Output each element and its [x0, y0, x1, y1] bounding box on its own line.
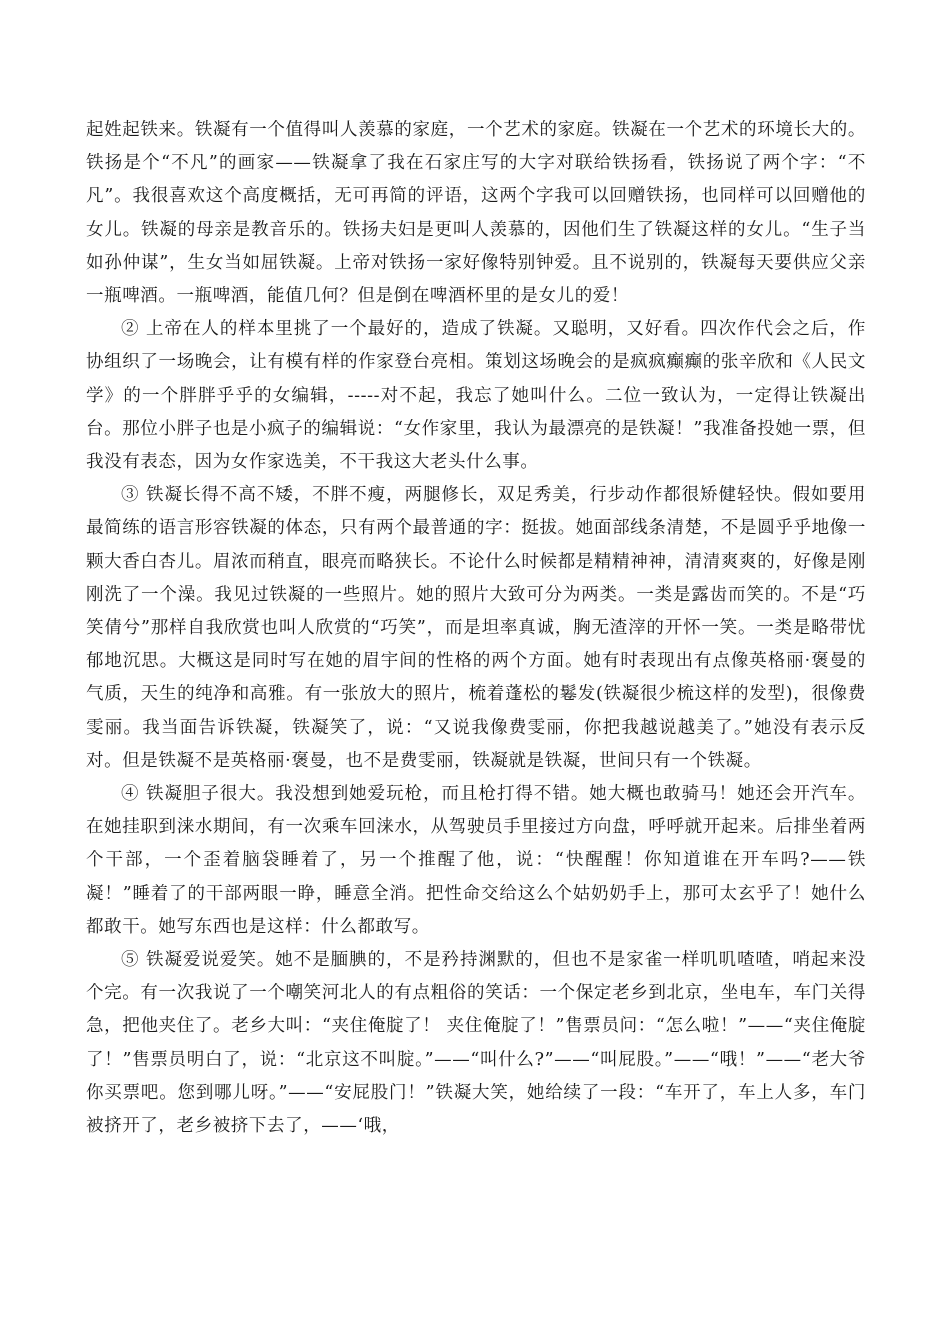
paragraph-5: ⑤ 铁凝爱说爱笑。她不是腼腆的，不是矜持渊默的，但也不是家雀一样叽叽喳喳，哨起来没个完。有一次我说了一个嘲笑河北人的有点粗俗的笑话：一个保定老乡到北京，坐电车，车门关得急，把他夹住了。老乡大叫：“夹住俺腚了！ 夹住俺腚了！”售票员问：“怎么啦！”——“夹住俺腚了！”售票员明白了，说：“北京这不叫腚。”——“叫什么?”——“叫屁股。”——“哦！”——“老大爷你买票吧。您到哪儿呀。”——“安屁股门！”铁凝大笑，她给续了一段：“车开了，车上人多，车门被挤开了，老乡被挤下去了，——‘哦， [86, 950, 866, 1137]
paragraph-1: 起姓起铁来。铁凝有一个值得叫人羡慕的家庭，一个艺术的家庭。铁凝在一个艺术的环境长大的。铁扬是个“不凡”的画家——铁凝拿了我在石家庄写的大字对联给铁扬看，铁扬说了两个字：“不凡”。我很喜欢这个高度概括，无可再简的评语，这两个字我可以回赠铁扬，也同样可以回赠他的女儿。铁凝的母亲是教音乐的。铁扬夫妇是更叫人羡慕的，因他们生了铁凝这样的女儿。“生子当如孙仲谋”，生女当如屈铁凝。上帝对铁扬一家好像特别钟爱。且不说别的，铁凝每天要供应父亲一瓶啤酒。一瓶啤酒，能值几何？但是倒在啤酒杯里的是女儿的爱！ [86, 120, 866, 307]
article-body [86, 114, 866, 1143]
paragraph-3: ③ 铁凝长得不高不矮，不胖不瘦，两腿修长，双足秀美，行步动作都很矫健轻快。假如要用最简练的语言形容铁凝的体态，只有两个最普通的字：挺拔。她面部线条清楚，不是圆乎乎地像一颗大香白杏儿。眉浓而稍直，眼亮而略狭长。不论什么时候都是精精神神，清清爽爽的，好像是刚刚洗了一个澡。我见过铁凝的一些照片。她的照片大致可分为两类。一类是露齿而笑的。不是“巧笑倩兮”那样自我欣赏也叫人欣赏的“巧笑”，而是坦率真诚，胸无渣滓的开怀一笑。一类是略带忧郁地沉思。大概这是同时写在她的眉宇间的性格的两个方面。她有时表现出有点像英格丽·褒曼的气质，天生的纯净和高雅。有一张放大的照片，梳着蓬松的鬈发(铁凝很少梳这样的发型)，很像费雯丽。我当面告诉铁凝，铁凝笑了，说：“又说我像费雯丽，你把我越说越美了。”她没有表示反对。但是铁凝不是英格丽·褒曼，也不是费雯丽，铁凝就是铁凝，世间只有一个铁凝。 [86, 485, 866, 771]
paragraph-2: ② 上帝在人的样本里挑了一个最好的，造成了铁凝。又聪明，又好看。四次作代会之后，作协组织了一场晚会，让有模有样的作家登台亮相。策划这场晚会的是疯疯癫癫的张辛欣和《人民文学》的一个胖胖乎乎的女编辑，-----对不起，我忘了她叫什么。二位一致认为，一定得让铁凝出台。那位小胖子也是小疯子的编辑说：“女作家里，我认为最漂亮的是铁凝！”我准备投她一票，但我没有表态，因为女作家选美，不干我这大老头什么事。 [86, 319, 866, 473]
paragraph-4: ④ 铁凝胆子很大。我没想到她爱玩枪，而且枪打得不错。她大概也敢骑马！她还会开汽车。在她挂职到涞水期间，有一次乘车回涞水，从驾驶员手里接过方向盘，呼呼就开起来。后排坐着两个干部，一个歪着脑袋睡着了，另一个推醒了他，说：“快醒醒！你知道谁在开车吗?——铁凝！”睡着了的干部两眼一睁，睡意全消。把性命交给这么个姑奶奶手上，那可太玄乎了！她什么都敢干。她写东西也是这样：什么都敢写。 [86, 784, 866, 937]
